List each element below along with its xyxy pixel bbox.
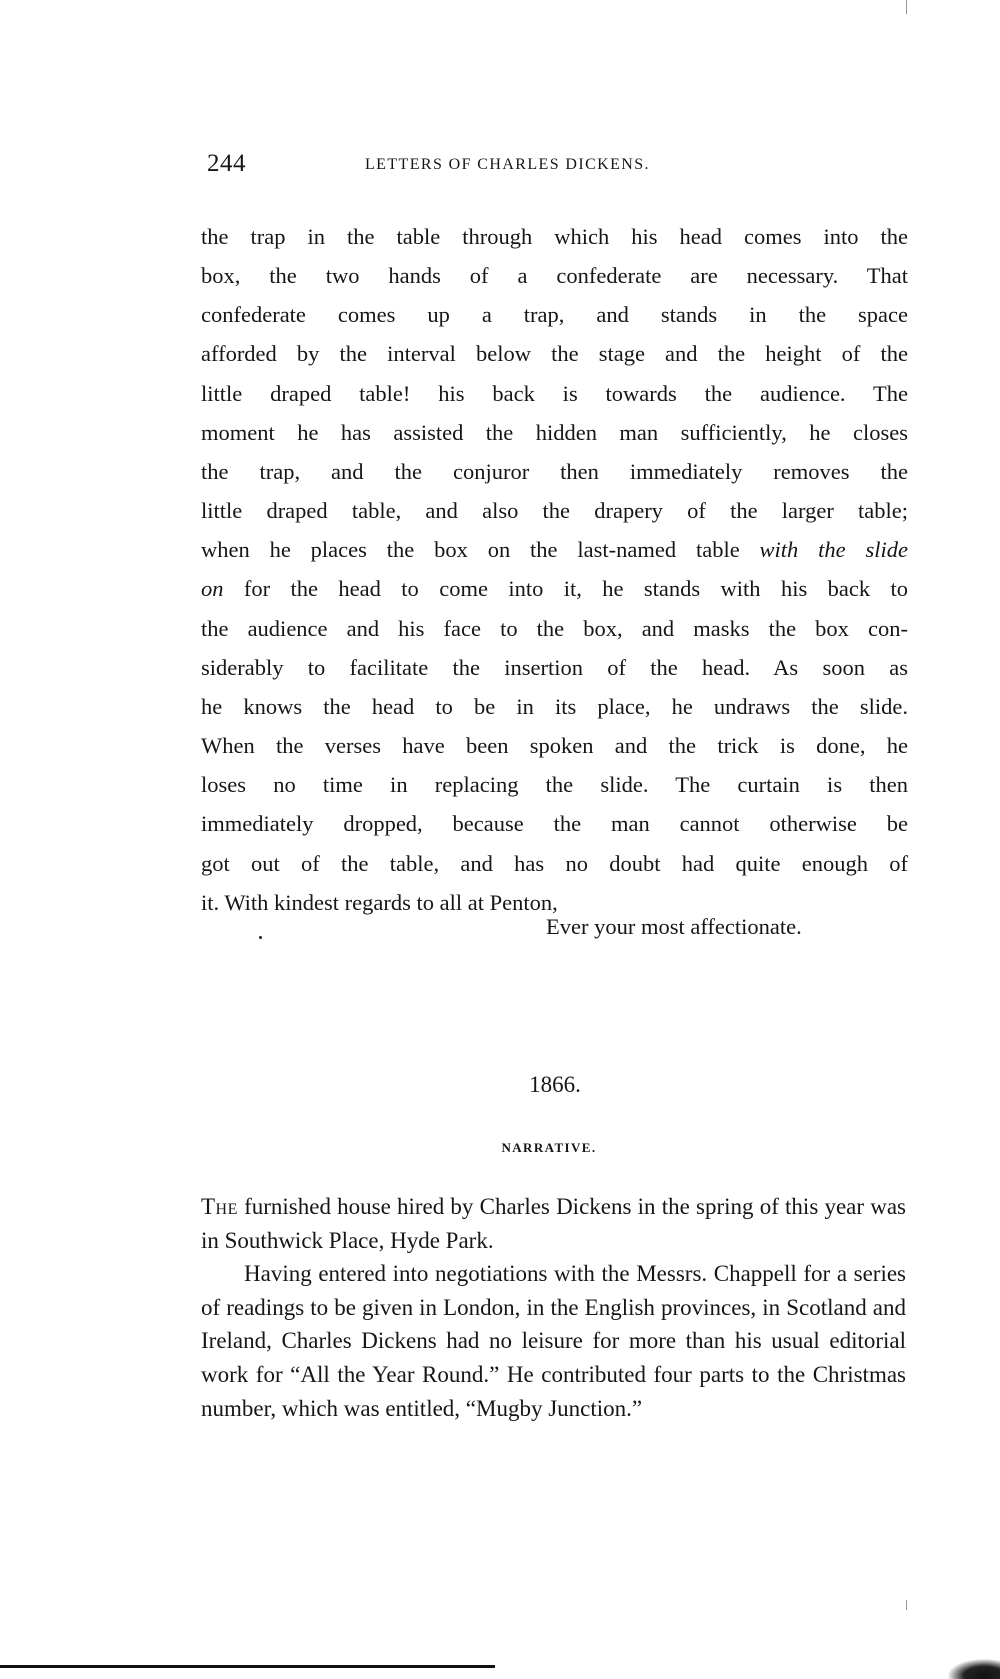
page-edge-mark xyxy=(906,1600,907,1610)
text-line: the trap, and the conjuror then immediately removes the xyxy=(201,458,908,484)
page-edge-mark xyxy=(906,0,907,14)
text-line: it. With kindest regards to all at Penton, xyxy=(201,889,558,915)
text-line: he knows the head to be in its place, he undraws the slide. xyxy=(201,693,908,719)
drop-word: The xyxy=(201,1194,238,1219)
narrative-text xyxy=(201,1190,906,1425)
text-line: the trap in the table through which his head comes into the xyxy=(201,224,908,249)
paragraph-text: furnished house hired by Charles Dickens in the spring of this year was in Southwick Place, Hyde Park. xyxy=(201,1194,906,1253)
text-line xyxy=(201,569,908,608)
text-line: got out of the table, and has no doubt had quite enough of xyxy=(201,850,908,876)
paragraph xyxy=(201,1190,906,1257)
text-line: moment he has assisted the hidden man sufficiently, he closes xyxy=(201,419,908,445)
ink-speck xyxy=(259,936,262,939)
running-title: LETTERS OF CHARLES DICKENS. xyxy=(365,156,650,173)
text-line xyxy=(201,530,908,569)
scan-corner-smudge xyxy=(948,1659,1000,1679)
text-run: for the head to come into it, he stands with his back to xyxy=(223,576,908,602)
text-line: box, the two hands of a confederate are necessary. That xyxy=(201,263,908,289)
italic-phrase: with the slide xyxy=(759,537,908,563)
year-heading: 1866. xyxy=(529,1072,581,1097)
text-run: when he places the box on the last-named table xyxy=(201,537,740,563)
text-line: afforded by the interval below the stage and the height of the xyxy=(201,341,908,367)
page-number: 244 xyxy=(207,150,246,177)
italic-word: on xyxy=(201,576,224,602)
text-line: the audience and his face to the box, and masks the box con- xyxy=(201,615,908,641)
text-line: loses no time in replacing the slide. The curtain is then xyxy=(201,772,908,798)
scan-edge-rule xyxy=(0,1665,495,1668)
text-line: confederate comes up a trap, and stands in the space xyxy=(201,302,908,328)
section-heading: NARRATIVE. xyxy=(501,1140,597,1155)
text-line: immediately dropped, because the man cannot otherwise be xyxy=(201,811,908,837)
paragraph: Having entered into negotiations with the Messrs. Chappell for a series of readings to be given in London, in the English provinces, in Scotland and Ireland, Charles Dickens had no leisure for more than his usual editorial work for “All the Year Round.” He contributed four parts to the Christmas number, which was entitled, “Mugby Junction.” xyxy=(201,1261,906,1421)
text-line: little draped table! his back is towards the audience. The xyxy=(201,380,908,406)
text-line: siderably to facilitate the insertion of the head. As soon as xyxy=(201,654,908,680)
text-line: When the verses have been spoken and the trick is done, he xyxy=(201,733,908,759)
letter-signoff: Ever your most affectionate. xyxy=(546,914,802,939)
text-line: little draped table, and also the drapery of the larger table; xyxy=(201,498,908,524)
running-head xyxy=(207,150,787,180)
letter-body xyxy=(201,217,908,922)
